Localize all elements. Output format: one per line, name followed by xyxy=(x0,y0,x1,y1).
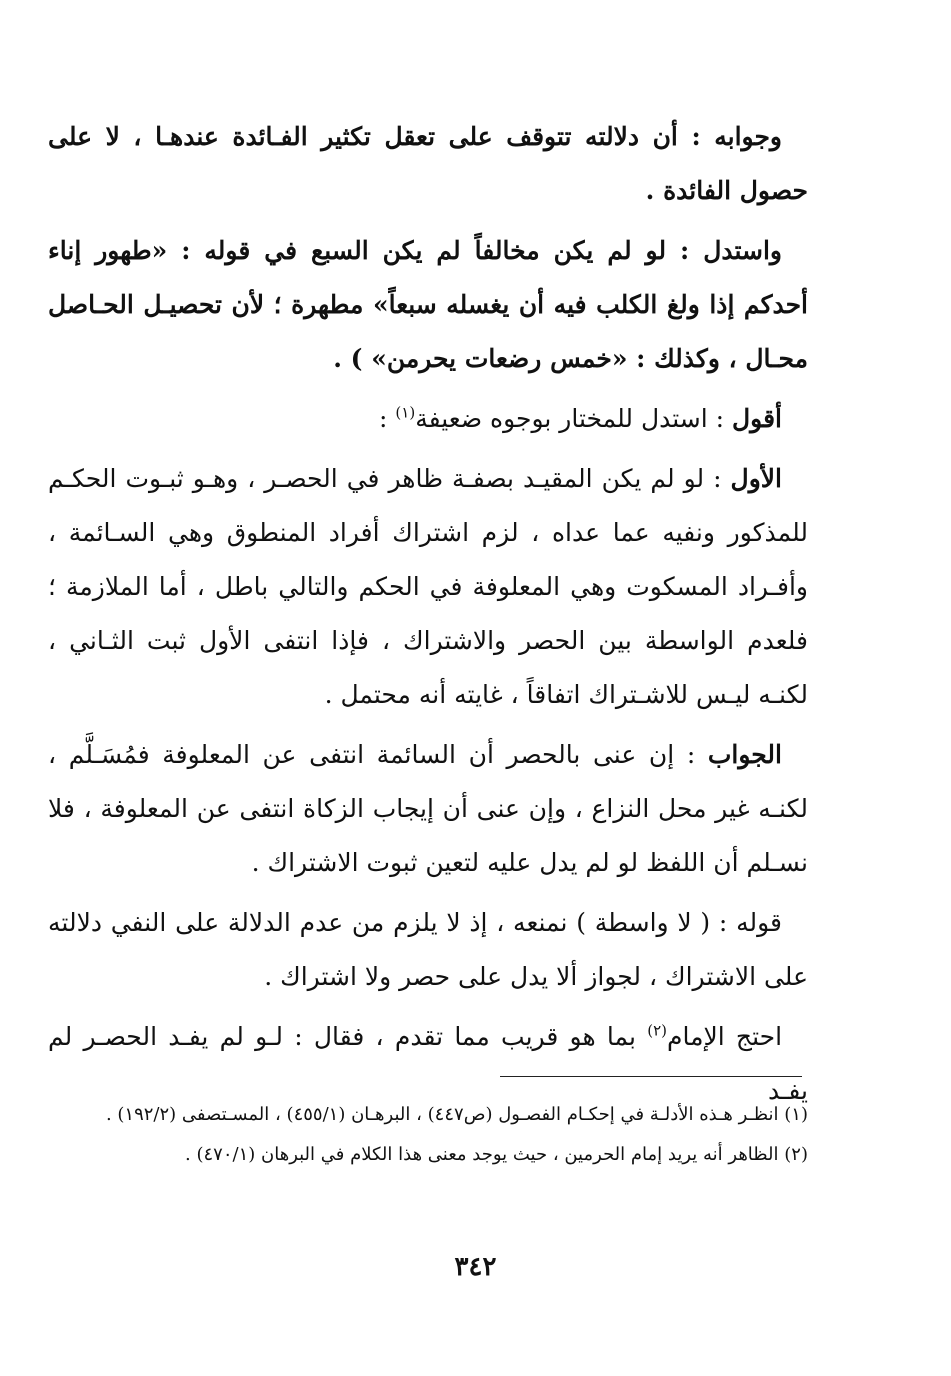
paragraph-qawluh xyxy=(48,896,808,1004)
paragraph-aqulu xyxy=(48,392,808,446)
main-text xyxy=(48,110,808,1124)
footnotes xyxy=(48,1098,808,1178)
footnote-1: (١) انظـر هـذه الأدلـة في إحكـام الفصـول (ص٤٤٧) ، البرهـان (٤٥٥/١) ، المسـتصفى (١٩٢/٢) . xyxy=(105,1104,808,1125)
footnote-ref-2: (٢) xyxy=(647,1021,667,1040)
paragraph-first xyxy=(48,452,808,722)
footnote-2: (٢) الظاهر أنه يريد إمام الحرمين ، حيث يوجد معنى هذا الكلام في البرهان (٤٧٠/١) . xyxy=(185,1144,808,1165)
paragraph-text: وجوابه : أن دلالته تتوقف على تعقل تكثير الفـائدة عندهـا ، لا على حصول الفائدة . xyxy=(48,122,808,205)
paragraph-text-end: : xyxy=(379,404,396,433)
paragraph-text: : لو لم يكن المقيـد بصفـة ظاهر في الحصـر ، وهـو ثبـوت الحكـم للمذكور ونفيه عما عداه ، لزم اشتراك أفراد المنطوق وهي السـائمة ، وأفـراد المسكوت وهي المعلوفة في الحكم والتالي باطل ، أما الملازمة ؛ فلعدم الواسطة بين الحصر والاشتراك ، فإذا انتفى الأول ثبت الثـاني ، لكنـه ليـس للاشـتراك اتفاقاً ، غايته أنه محتمل . xyxy=(48,464,808,709)
paragraph-lead: الجواب xyxy=(707,740,782,769)
paragraph-argument xyxy=(48,224,808,386)
paragraph-text-end: بما هو قريب مما تقدم ، فقال : لـو لم يفـد الحصـر لم يفـد xyxy=(48,1022,808,1105)
paragraph-text: : إن عنى بالحصر أن السائمة انتفى عن المعلوفة فمُسَـلَّم ، لكنـه غير محل النزاع ، وإن عنى أن إيجاب الزكاة انتفى عن المعلوفة ، فلا نسـلم أن اللفظ لو لم يدل عليه لتعين ثبوت الاشتراك . xyxy=(48,740,808,877)
page-number: ٣٤٢ xyxy=(454,1252,497,1282)
paragraph-text-cont: على الاشتراك ، لجواز ألا يدل على حصر ولا اشتراك . xyxy=(264,962,808,991)
paragraph-reply xyxy=(48,728,808,890)
paragraph-lead: أقول xyxy=(732,404,782,433)
footnote-divider xyxy=(500,1076,802,1077)
paragraph-text: واستدل : لو لم يكن مخالفاً لم يكن السبع في قوله : «طهور إناء أحدكم إذا ولغ الكلب فيه أن يغسله سبعاً» مطهرة ؛ لأن تحصيـل الحـاصل محـال ، وكذلك : «خمس رضعات يحرمن» ) . xyxy=(48,236,808,373)
paragraph-answer xyxy=(48,110,808,218)
paragraph-text: قوله : ( لا واسطة ) نمنعه ، إذ لا يلزم من عدم الدلالة على النفي دلالته xyxy=(48,908,782,937)
paragraph-lead: الأول xyxy=(730,464,782,493)
paragraph-text: : استدل للمختار بوجوه ضعيفة xyxy=(415,404,733,433)
paragraph-text: احتج الإمام xyxy=(666,1022,783,1051)
footnote-ref-1: (١) xyxy=(395,403,416,422)
